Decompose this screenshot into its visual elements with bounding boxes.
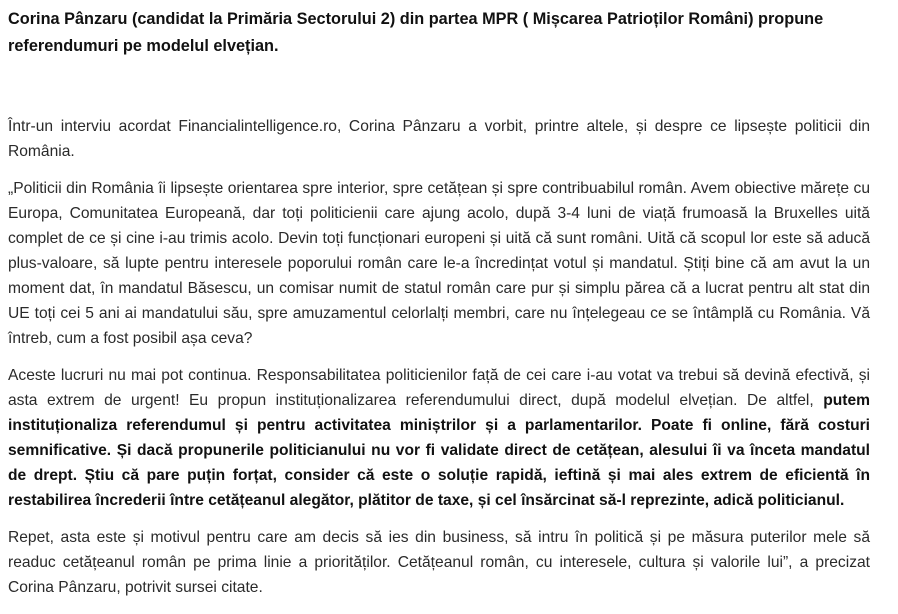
paragraph-proposal-bold-text: putem instituționaliza referendumul și pentru activitatea miniștrilor și a parlamentarilor. Poate fi online, fără costuri semnificative. Și dacă propunerile politicianului nu vor fi validate direct de cetățean, alesului îi va înceta mandatul de drept. Știu că pare puțin forțat, consider că este o soluție rapidă, ieftină și mai ales extrem de eficientă în restabilirea încrederii între cetățeanul alegător, plătitor de taxe, și cel însărcinat să-l reprezinte, adică politicianul. bbox=[8, 392, 870, 509]
paragraph-closing: Repet, asta este și motivul pentru care am decis să ies din business, să intru în politică și pe măsura puterilor mele să readuc cetățeanul român pe prima linie a priorităților. Cetățeanul român, cu interesele, cultura și valorile lui”, a precizat Corina Pânzaru, potrivit sursei citate. bbox=[8, 529, 870, 596]
article-headline: Corina Pânzaru (candidat la Primăria Sectorului 2) din partea MPR ( Mișcarea Patrioților Români) propune referendumuri pe modelul elvețian. bbox=[8, 10, 824, 55]
paragraph-intro: Într-un interviu acordat Financialintelligence.ro, Corina Pânzaru a vorbit, printre altele, și despre ce lipsește politicii din România. bbox=[8, 118, 870, 160]
paragraph-quote-start: „Politicii din România îi lipsește orientarea spre interior, spre cetățean și spre contribuabilul român. Avem obiective mărețe cu Europa, Comunitatea Europeană, dar toți politicienii care ajung acolo, după 3-4 luni de viață frumoasă la Bruxelles uită complet de ce și cine i-au trimis acolo. Devin toți funcționari europeni și uită că sunt români. Uită că scopul lor este să aducă plus-valoare, să lupte pentru interesele poporului român care le-a încredințat votul și mandatul. Știți bine că am avut la un moment dat, în mandatul Băsescu, un comisar numit de statul român care pur și simplu părea că a lucrat pentru alt stat din UE toți cei 5 ani ai mandatului său, spre amuzamentul celorlalți membri, care nu înțelegeau ce se întâmplă cu România. Vă întreb, cum a fost posibil așa ceva? bbox=[8, 180, 870, 347]
paragraph-proposal bbox=[8, 363, 870, 513]
paragraph-proposal-normal-text: Aceste lucruri nu mai pot continua. Responsabilitatea politicienilor față de cei care i-au votat va trebui să devină efectivă, și asta extrem de urgent! Eu propun instituționalizarea referendumului direct, după modelul elvețian. De altfel, bbox=[8, 367, 870, 409]
